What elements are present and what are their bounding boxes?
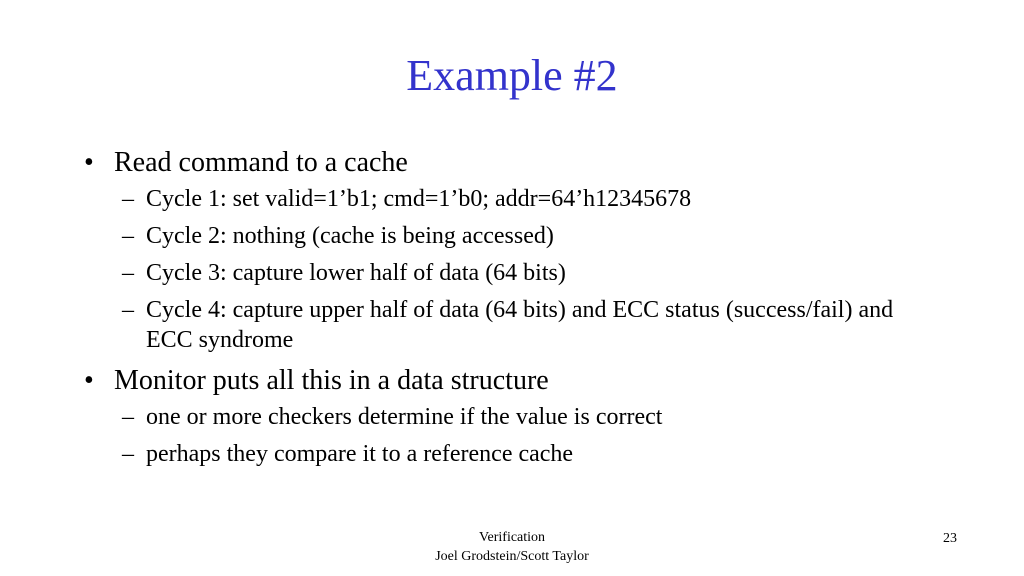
sub-bullet-item: [84, 402, 944, 432]
sub-bullet-text: Cycle 1: set valid=1’b1; cmd=1’b0; addr=64’h12345678: [146, 186, 692, 212]
slide-title: Example #2: [406, 51, 618, 100]
dash-icon: –: [122, 223, 134, 249]
sub-bullet-item: [84, 221, 944, 251]
sub-bullet-item: [84, 295, 944, 355]
sub-bullet-text: perhaps they compare it to a reference cache: [146, 441, 574, 467]
dash-icon: –: [122, 186, 134, 212]
sub-list: [84, 402, 944, 469]
sub-bullet-text: Cycle 2: nothing (cache is being accessed): [146, 223, 554, 249]
dash-icon: –: [122, 260, 134, 286]
sub-bullet-item: [84, 184, 944, 214]
sub-bullet-text: Cycle 4: capture upper half of data (64 bits) and ECC status (success/fail) and ECC syndrome: [146, 297, 894, 353]
slide-body: [84, 144, 944, 476]
dash-icon: –: [122, 297, 134, 323]
bullet-text: Monitor puts all this in a data structure: [114, 365, 549, 396]
dash-icon: –: [122, 404, 134, 430]
sub-bullet-item: [84, 258, 944, 288]
page-number: 23: [943, 531, 957, 546]
sub-bullet-text: Cycle 3: capture lower half of data (64 bits): [146, 260, 566, 286]
bullet-item: [84, 362, 944, 400]
sub-bullet-text: one or more checkers determine if the value is correct: [146, 404, 663, 430]
bullet-item: [84, 144, 944, 182]
bullet-text: Read command to a cache: [114, 147, 408, 178]
sub-bullet-item: [84, 439, 944, 469]
bullet-icon: •: [84, 365, 94, 396]
bullet-icon: •: [84, 147, 94, 178]
footer-authors: Joel Grodstein/Scott Taylor: [435, 549, 589, 564]
dash-icon: –: [122, 441, 134, 467]
footer: [0, 528, 1024, 566]
footer-course: Verification: [478, 530, 546, 545]
sub-list: [84, 184, 944, 355]
